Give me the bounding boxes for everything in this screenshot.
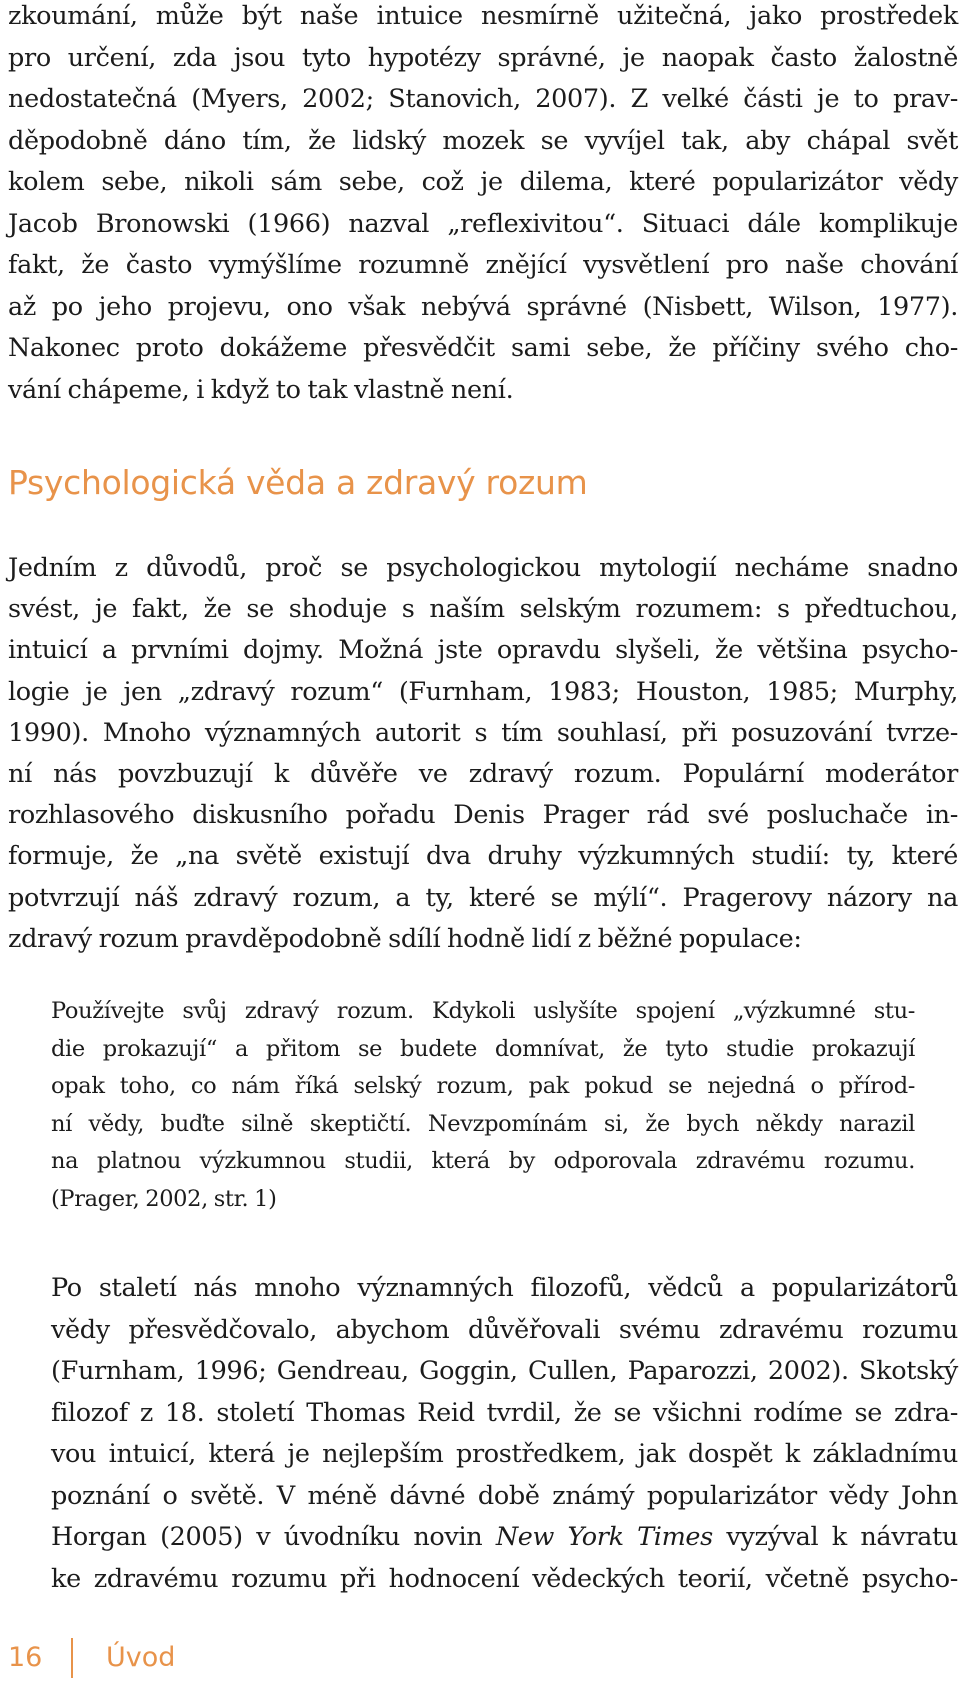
text-line: nedostatečná (Myers, 2002; Stanovich, 2007). Z velké části je to prav- bbox=[8, 84, 958, 114]
text-line: vání chápeme, i když to tak vlastně není. bbox=[8, 374, 514, 405]
page-footer bbox=[0, 1638, 400, 1682]
text-line bbox=[51, 1517, 958, 1559]
text-line: poznání o světě. V méně dávné době známý popularizátor vědy John bbox=[51, 1480, 958, 1511]
quote-line: die prokazují“ a přitom se budete domnívat, že tyto studie prokazují bbox=[51, 1035, 915, 1062]
quote-line: Používejte svůj zdravý rozum. Kdykoli uslyšíte spojení „výzkumné stu- bbox=[51, 998, 915, 1024]
text-segment: Horgan (2005) v úvodníku novin bbox=[51, 1522, 496, 1552]
text-line: svést, je fakt, že se shoduje s naším selským rozumem: s předtuchou, bbox=[8, 594, 958, 625]
quote-citation: (Prager, 2002, str. 1) bbox=[51, 1185, 277, 1212]
text-line: zkoumání, může být naše intuice nesmírně užitečná, jako prostředek bbox=[8, 1, 958, 31]
newspaper-title: New York Times bbox=[495, 1522, 713, 1552]
section-heading: Psychologická věda a zdravý rozum bbox=[8, 463, 588, 502]
text-line: vou intuicí, která je nejlepším prostředkem, jak dospět k základnímu bbox=[51, 1439, 958, 1469]
block-quote bbox=[51, 993, 915, 1218]
running-section-name: Úvod bbox=[106, 1642, 176, 1673]
text-line: (Furnham, 1996; Gendreau, Goggin, Cullen, Paparozzi, 2002). Skotský bbox=[51, 1356, 958, 1386]
text-line: fakt, že často vymýšlíme rozumně znějící vysvětlení pro naše chování bbox=[8, 250, 958, 280]
text-segment: vyzýval k návratu bbox=[712, 1522, 958, 1552]
text-line: rozhlasového diskusního pořadu Denis Prager rád své posluchače in- bbox=[8, 800, 958, 831]
text-line: Jedním z důvodů, proč se psychologickou mytologií necháme snadno bbox=[8, 553, 958, 583]
footer-divider bbox=[71, 1638, 73, 1678]
text-line: intuicí a prvními dojmy. Možná jste opravdu slyšeli, že většina psycho- bbox=[8, 635, 958, 666]
text-line: filozof z 18. století Thomas Reid tvrdil, že se všichni rodíme se zdra- bbox=[51, 1397, 958, 1428]
text-line: Po staletí nás mnoho významných filozofů, vědců a popularizátorů bbox=[51, 1273, 958, 1303]
text-line: potvrzují náš zdravý rozum, a ty, které se mýlí“. Pragerovy názory na bbox=[8, 882, 958, 913]
quote-line: opak toho, co nám říká selský rozum, pak pokud se nejedná o přírod- bbox=[51, 1073, 915, 1099]
text-line: Jacob Bronowski (1966) nazval „reflexivitou“. Situaci dále komplikuje bbox=[8, 208, 958, 239]
text-line: ke zdravému rozumu při hodnocení vědeckých teorií, včetně psycho- bbox=[51, 1563, 958, 1594]
page-number: 16 bbox=[8, 1642, 43, 1673]
paragraph-common-sense bbox=[8, 548, 958, 960]
text-line: až po jeho projevu, ono však nebývá správné (Nisbett, Wilson, 1977). bbox=[8, 291, 958, 322]
text-line: zdravý rozum pravděpodobně sdílí hodně lidí z běžné populace: bbox=[8, 923, 802, 954]
text-line: formuje, že „na světě existují dva druhy výzkumných studií: ty, které bbox=[8, 841, 958, 872]
quote-line: ní vědy, buďte silně skeptičtí. Nevzpomínám si, že bych někdy narazil bbox=[51, 1110, 915, 1137]
text-line: pro určení, zda jsou tyto hypotézy správné, je naopak často žalostně bbox=[8, 42, 958, 73]
paragraph-intuition bbox=[8, 0, 958, 411]
text-line: ní nás povzbuzují k důvěře ve zdravý rozum. Populární moderátor bbox=[8, 759, 958, 790]
text-line: vědy přesvědčovalo, abychom důvěřovali svému zdravému rozumu bbox=[51, 1314, 958, 1345]
text-line: 1990). Mnoho významných autorit s tím souhlasí, při posuzování tvrze- bbox=[8, 717, 958, 748]
text-line: Nakonec proto dokážeme přesvědčit sami sebe, že příčiny svého cho- bbox=[8, 333, 958, 363]
text-line: děpodobně dáno tím, že lidský mozek se vyvíjel tak, aby chápal svět bbox=[8, 125, 958, 156]
text-line: kolem sebe, nikoli sám sebe, což je dilema, které popularizátor vědy bbox=[8, 167, 958, 197]
text-line: logie je jen „zdravý rozum“ (Furnham, 1983; Houston, 1985; Murphy, bbox=[8, 676, 958, 707]
quote-line: na platnou výzkumnou studii, která by odporovala zdravému rozumu. bbox=[51, 1148, 915, 1174]
paragraph-philosophers bbox=[51, 1268, 958, 1600]
